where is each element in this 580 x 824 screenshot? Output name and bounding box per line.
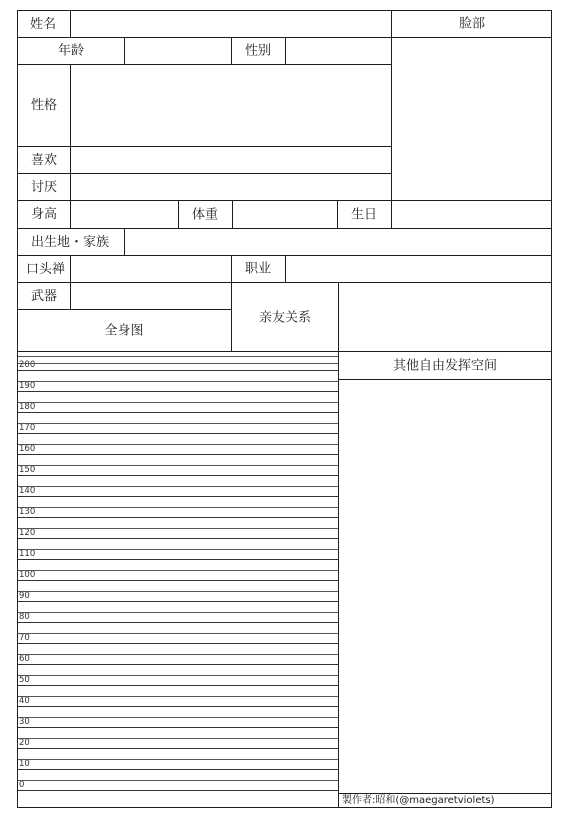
relationships-label: 亲友关系 bbox=[258, 310, 312, 326]
ruler-minor-line bbox=[18, 402, 338, 403]
origin-family-field[interactable] bbox=[124, 228, 552, 256]
ruler-line bbox=[18, 538, 338, 539]
ruler-line bbox=[18, 706, 338, 707]
ruler-line bbox=[18, 496, 338, 497]
ruler-tick-label: 60 bbox=[19, 654, 30, 664]
ruler-line bbox=[18, 559, 338, 560]
full-body-label: 全身图 bbox=[104, 323, 144, 339]
ruler-line bbox=[18, 391, 338, 392]
ruler-line bbox=[18, 475, 338, 476]
dislikes-label: 讨厌 bbox=[31, 180, 58, 195]
ruler-tick-label: 30 bbox=[19, 717, 30, 727]
face-drawing-area[interactable] bbox=[391, 37, 552, 201]
ruler-line bbox=[18, 727, 338, 728]
ruler-tick-label: 10 bbox=[19, 759, 30, 769]
ruler-minor-line bbox=[18, 633, 338, 634]
ruler-tick-label: 80 bbox=[19, 612, 30, 622]
ruler-tick-label: 190 bbox=[19, 381, 36, 391]
free-space-label: 其他自由发挥空间 bbox=[392, 358, 498, 374]
ruler-minor-line bbox=[18, 717, 338, 718]
ruler-line bbox=[18, 790, 338, 791]
credit-text: 製作者:昭和(@maegaretviolets) bbox=[342, 795, 495, 806]
ruler-minor-line bbox=[18, 356, 338, 357]
ruler-minor-line bbox=[18, 363, 338, 364]
free-space-field[interactable] bbox=[338, 379, 552, 794]
ruler-line bbox=[18, 664, 338, 665]
ruler-line bbox=[18, 454, 338, 455]
ruler-tick-label: 140 bbox=[19, 486, 36, 496]
name-field[interactable] bbox=[70, 10, 392, 38]
catchphrase-label: 口头禅 bbox=[26, 262, 66, 277]
ruler-tick-label: 150 bbox=[19, 465, 36, 475]
personality-field[interactable] bbox=[70, 64, 392, 147]
ruler-tick-label: 200 bbox=[19, 360, 36, 370]
likes-field[interactable] bbox=[70, 146, 392, 174]
ruler-line bbox=[18, 601, 338, 602]
ruler-tick-label: 20 bbox=[19, 738, 30, 748]
weapon-field[interactable] bbox=[70, 282, 232, 310]
origin-family-label: 出生地・家族 bbox=[31, 235, 110, 250]
ruler-minor-line bbox=[18, 486, 338, 487]
ruler-line bbox=[18, 769, 338, 770]
ruler-minor-line bbox=[18, 591, 338, 592]
ruler-line bbox=[18, 370, 338, 371]
birthday-label: 生日 bbox=[350, 207, 378, 223]
weight-field[interactable] bbox=[232, 200, 338, 229]
ruler-tick-label: 50 bbox=[19, 675, 30, 685]
age-field[interactable] bbox=[124, 37, 232, 65]
gender-label: 性别 bbox=[244, 43, 272, 59]
ruler-minor-line bbox=[18, 675, 338, 676]
ruler-minor-line bbox=[18, 507, 338, 508]
ruler-tick-label: 100 bbox=[19, 570, 36, 580]
ruler-tick-label: 130 bbox=[19, 507, 36, 517]
weight-label: 体重 bbox=[191, 207, 219, 223]
ruler-line bbox=[18, 685, 338, 686]
dislikes-field[interactable] bbox=[70, 173, 392, 201]
name-label: 姓名 bbox=[30, 17, 57, 32]
likes-label: 喜欢 bbox=[31, 153, 58, 168]
ruler-minor-line bbox=[18, 759, 338, 760]
birthday-field[interactable] bbox=[391, 200, 552, 229]
ruler-minor-line bbox=[18, 570, 338, 571]
ruler-tick-label: 110 bbox=[19, 549, 36, 559]
ruler-line bbox=[18, 580, 338, 581]
ruler-tick-label: 0 bbox=[19, 780, 25, 790]
ruler-line bbox=[18, 643, 338, 644]
ruler-minor-line bbox=[18, 696, 338, 697]
ruler-tick-label: 120 bbox=[19, 528, 36, 538]
ruler-line bbox=[18, 748, 338, 749]
ruler-tick-label: 180 bbox=[19, 402, 36, 412]
ruler-minor-line bbox=[18, 381, 338, 382]
ruler-minor-line bbox=[18, 738, 338, 739]
ruler-minor-line bbox=[18, 444, 338, 445]
ruler-tick-label: 160 bbox=[19, 444, 36, 454]
ruler-minor-line bbox=[18, 465, 338, 466]
height-ruler bbox=[18, 352, 338, 792]
ruler-tick-label: 40 bbox=[19, 696, 30, 706]
ruler-minor-line bbox=[18, 654, 338, 655]
age-label: 年龄 bbox=[57, 43, 85, 59]
ruler-line bbox=[18, 433, 338, 434]
ruler-minor-line bbox=[18, 612, 338, 613]
personality-label: 性格 bbox=[31, 98, 58, 113]
height-label: 身高 bbox=[31, 207, 58, 222]
weapon-label: 武器 bbox=[31, 289, 58, 304]
ruler-minor-line bbox=[18, 780, 338, 781]
ruler-tick-label: 70 bbox=[19, 633, 30, 643]
ruler-minor-line bbox=[18, 528, 338, 529]
ruler-line bbox=[18, 622, 338, 623]
ruler-minor-line bbox=[18, 423, 338, 424]
relationships-field[interactable] bbox=[338, 282, 552, 352]
ruler-tick-label: 170 bbox=[19, 423, 36, 433]
ruler-line bbox=[18, 412, 338, 413]
height-field[interactable] bbox=[70, 200, 179, 229]
ruler-tick-label: 90 bbox=[19, 591, 30, 601]
ruler-minor-line bbox=[18, 549, 338, 550]
ruler-line bbox=[18, 517, 338, 518]
occupation-label: 职业 bbox=[244, 261, 272, 277]
occupation-field[interactable] bbox=[285, 255, 552, 283]
gender-field[interactable] bbox=[285, 37, 392, 65]
face-label: 脸部 bbox=[458, 16, 486, 32]
catchphrase-field[interactable] bbox=[70, 255, 232, 283]
